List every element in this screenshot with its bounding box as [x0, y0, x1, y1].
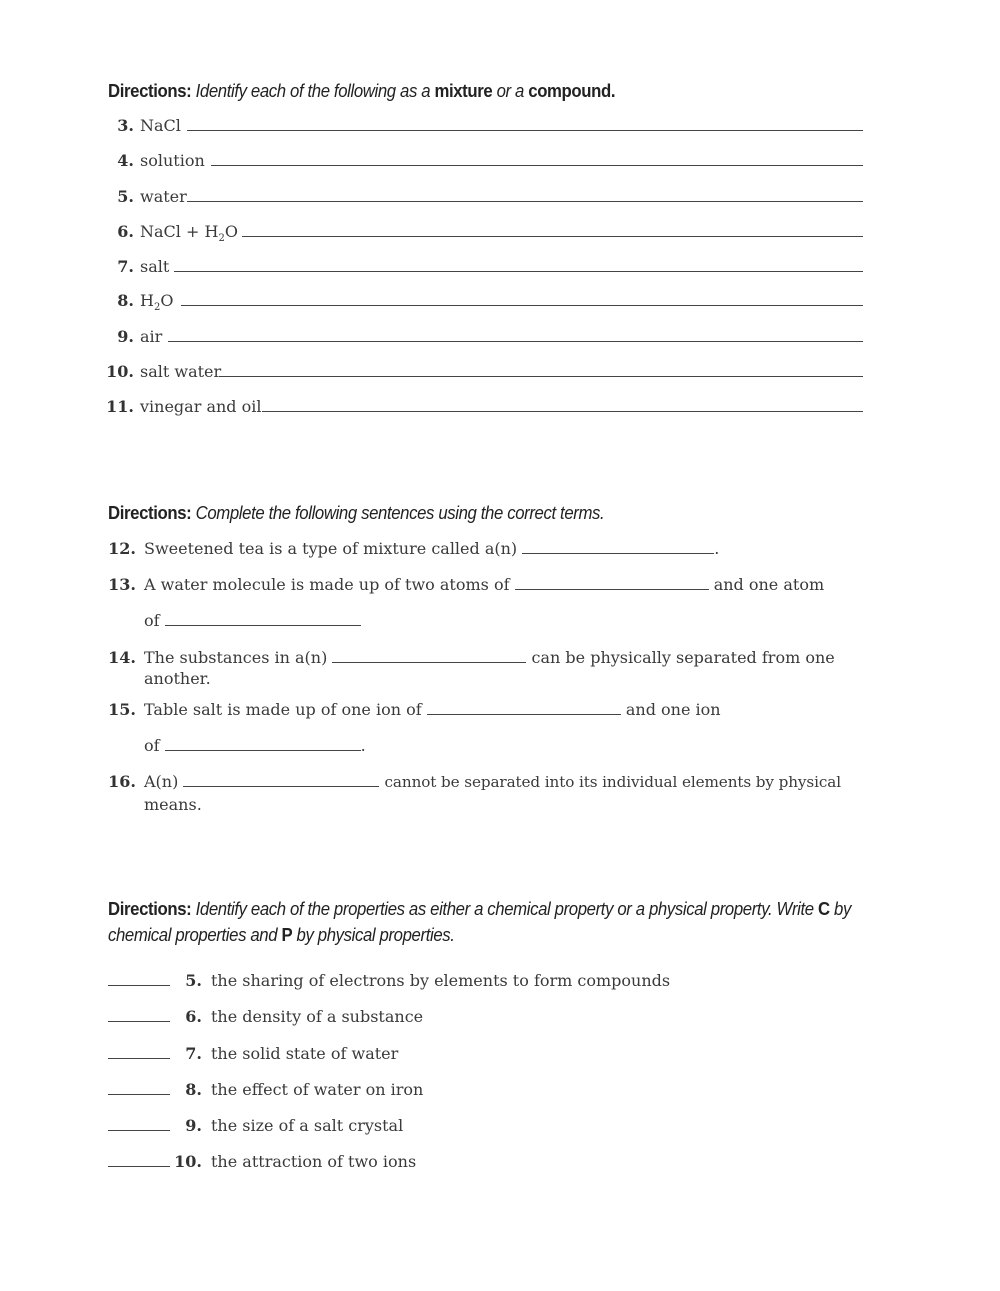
item-number: 8.	[117, 291, 134, 310]
answer-blank[interactable]	[165, 736, 361, 751]
sentence-text: The substances in a(n) can be physically separated from one	[144, 648, 835, 667]
item-text: the sharing of electrons by elements to form compounds	[211, 971, 671, 990]
item-number: 4.	[117, 151, 134, 170]
item-text: water	[140, 187, 187, 206]
answer-blank[interactable]	[262, 411, 863, 412]
item-text: NaCl	[140, 116, 181, 135]
answer-blank[interactable]	[187, 130, 863, 131]
section1-directions	[108, 78, 615, 104]
directions-instruction: Identify each of the properties as either a chemical property or a physical property. Write C by	[195, 899, 851, 919]
item-number: 15.	[108, 700, 136, 719]
directions-label: Directions:	[108, 81, 192, 101]
item-number: 3.	[117, 116, 134, 135]
answer-blank[interactable]	[181, 305, 863, 306]
answer-blank[interactable]	[108, 1021, 170, 1022]
directions-label: Directions:	[108, 899, 192, 919]
item-text: salt water	[140, 362, 222, 381]
answer-blank[interactable]	[242, 236, 863, 237]
section2-directions	[108, 500, 604, 526]
directions-instruction: Identify each of the following as a mixture or a compound.	[195, 81, 616, 101]
sentence-text: means.	[144, 795, 202, 814]
item-number: 11.	[106, 397, 134, 416]
item-text: $H_2O$	[140, 291, 174, 314]
answer-blank[interactable]	[187, 201, 863, 202]
answer-blank[interactable]	[108, 1058, 170, 1059]
item-text: vinegar and oil	[140, 397, 262, 416]
answer-blank[interactable]	[183, 772, 379, 787]
item-number: 7.	[185, 1044, 202, 1063]
item-text: the solid state of water	[211, 1044, 399, 1063]
item-text: NaCl + $H_2O$	[140, 222, 238, 245]
sentence-text: A water molecule is made up of two atoms of and one atom	[144, 575, 825, 594]
item-number: 10.	[106, 362, 134, 381]
answer-blank[interactable]	[211, 165, 863, 166]
answer-blank[interactable]	[108, 1094, 170, 1095]
sentence-text: of	[144, 611, 361, 631]
sentence-text: Sweetened tea is a type of mixture called a(n) .	[144, 539, 720, 558]
directions-label: Directions:	[108, 503, 192, 523]
item-text: air	[140, 327, 163, 346]
item-number: 10.	[174, 1152, 202, 1171]
section3-directions-line2	[108, 922, 455, 948]
answer-blank[interactable]	[168, 341, 863, 342]
sentence-text: another.	[144, 669, 211, 688]
answer-blank[interactable]	[219, 376, 863, 377]
item-text: salt	[140, 257, 170, 276]
item-number: 9.	[117, 327, 134, 346]
answer-blank[interactable]	[165, 611, 361, 626]
item-number: 13.	[108, 575, 136, 594]
item-text: the attraction of two ions	[211, 1152, 417, 1171]
item-number: 5.	[185, 971, 202, 990]
sentence-text: of .	[144, 736, 366, 755]
answer-blank[interactable]	[332, 648, 526, 663]
item-number: 6.	[117, 222, 134, 241]
item-number: 16.	[108, 772, 136, 791]
section3-directions	[108, 896, 851, 922]
item-number: 5.	[117, 187, 134, 206]
directions-instruction: Complete the following sentences using the correct terms.	[195, 503, 605, 523]
answer-blank[interactable]	[108, 1166, 170, 1167]
answer-blank[interactable]	[174, 271, 863, 272]
item-number: 12.	[108, 539, 136, 558]
item-text: the size of a salt crystal	[211, 1116, 404, 1135]
answer-blank[interactable]	[108, 1130, 170, 1131]
item-text: the effect of water on iron	[211, 1080, 424, 1099]
directions-instruction: chemical properties and P by physical properties.	[108, 925, 455, 945]
item-text: the density of a substance	[211, 1007, 424, 1026]
answer-blank[interactable]	[427, 700, 621, 715]
answer-blank[interactable]	[522, 539, 714, 554]
item-number: 6.	[185, 1007, 202, 1026]
item-number: 14.	[108, 648, 136, 667]
answer-blank[interactable]	[108, 985, 170, 986]
item-number: 8.	[185, 1080, 202, 1099]
sentence-text: Table salt is made up of one ion of and one ion	[144, 700, 721, 719]
item-number: 9.	[185, 1116, 202, 1135]
sentence-text: A(n) cannot be separated into its individual elements by physical	[144, 772, 841, 791]
answer-blank[interactable]	[515, 575, 709, 590]
item-text: solution	[140, 151, 205, 170]
item-number: 7.	[117, 257, 134, 276]
